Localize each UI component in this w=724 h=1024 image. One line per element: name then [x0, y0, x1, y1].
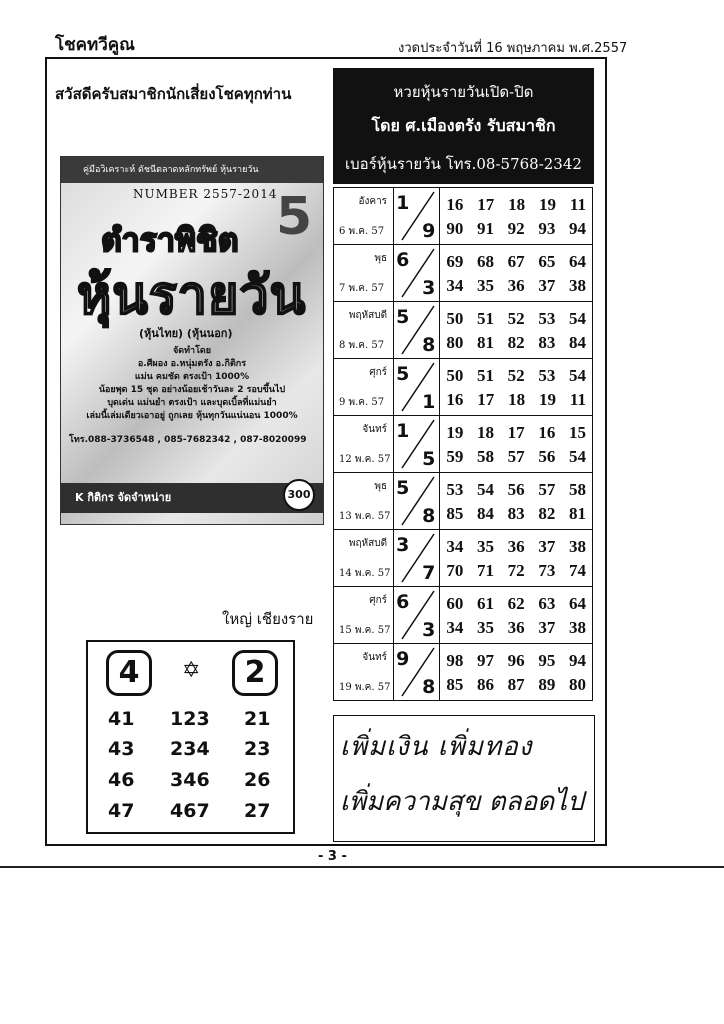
number: 98: [446, 651, 464, 670]
number: 86: [477, 675, 494, 694]
lucky-digit-left: 4: [106, 650, 152, 696]
pair-bottom: 8: [422, 505, 436, 527]
pair-bottom: 3: [422, 277, 436, 299]
slogan-line-1: เพิ่มเงิน เพิ่มทอง: [340, 732, 533, 762]
numbers-cell: [440, 416, 593, 473]
number: 56: [507, 480, 525, 499]
number: 11: [569, 390, 586, 409]
day-cell: [334, 530, 394, 587]
number: 56: [538, 447, 556, 466]
number: 96: [507, 651, 525, 670]
numbers-row-1: [446, 195, 586, 215]
banner-line-2: โดย ศ.เมืองตรัง รับสมาชิก: [371, 116, 556, 135]
date-label: 15 พ.ค. 57: [339, 625, 391, 636]
book-title-2: หุ้นรายวัน: [77, 266, 307, 326]
pair-top: 3: [396, 534, 410, 556]
divider: [0, 866, 724, 868]
table-row: [334, 188, 593, 245]
table-row: [334, 644, 593, 701]
day-name: ศุกร์: [369, 367, 388, 378]
number: 18: [508, 195, 526, 214]
number: 68: [477, 252, 494, 271]
number: 95: [538, 651, 556, 670]
book-cover-ad: [60, 156, 324, 525]
table-row: [334, 587, 593, 644]
number: 91: [477, 219, 494, 238]
author-byline: ใหญ่ เชียงราย: [222, 610, 314, 628]
number: 54: [568, 366, 586, 385]
pair-bottom: 5: [422, 448, 436, 470]
pair-bottom: 1: [422, 391, 436, 413]
number: 19: [446, 423, 464, 442]
lucky-digit-right: 2: [232, 650, 278, 696]
book-line: จัดทำโดย: [172, 346, 212, 356]
pair-bottom: 8: [422, 334, 436, 356]
pair-cell: [394, 644, 440, 701]
number: 37: [538, 618, 556, 637]
number: 59: [446, 447, 464, 466]
day-name: พุธ: [374, 253, 388, 264]
number: 51: [477, 309, 494, 328]
number: 16: [446, 195, 464, 214]
number: 38: [568, 537, 586, 556]
page-number: - 3 -: [318, 849, 347, 864]
numbers-row-2: [446, 219, 586, 239]
lucky-number: 41: [108, 708, 135, 730]
number: 54: [477, 480, 494, 499]
numbers-row-2: [446, 561, 586, 581]
day-name: ศุกร์: [369, 595, 388, 606]
pair-cell: [394, 188, 440, 245]
numbers-row-1: [446, 537, 586, 557]
number: 17: [477, 195, 495, 214]
book-line: อ.ศีผอง อ.หนุ่มตรัง อ.กิติกร: [137, 359, 247, 369]
banner-line-3: เบอร์หุ้นรายวัน โทร.08-5768-2342: [345, 155, 582, 173]
pair-cell: [394, 530, 440, 587]
issue-date: งวดประจำวันที่ 16 พฤษภาคม พ.ศ.2557: [398, 41, 628, 56]
number: 80: [568, 675, 586, 694]
number: 85: [446, 504, 464, 523]
number: 93: [538, 219, 556, 238]
number: 35: [477, 618, 494, 637]
number: 81: [568, 504, 586, 523]
date-label: 13 พ.ค. 57: [339, 511, 391, 522]
numbers-row-1: [446, 480, 586, 500]
pair-bottom: 9: [422, 220, 436, 242]
number: 57: [507, 447, 525, 466]
number: 94: [568, 651, 586, 670]
number: 74: [568, 561, 586, 580]
promo-banner: [333, 68, 594, 184]
star-icon: ✡: [182, 658, 201, 683]
table-row: [334, 473, 593, 530]
lucky-number: 27: [244, 800, 271, 822]
book-number: NUMBER 2557-2014: [133, 187, 278, 201]
number: 19: [539, 195, 557, 214]
book-title-1: ตำราพิชิต: [101, 221, 239, 259]
number: 36: [507, 276, 525, 295]
number: 87: [507, 675, 525, 694]
numbers-cell: [440, 359, 593, 416]
number: 34: [446, 276, 464, 295]
number: 73: [538, 561, 556, 580]
numbers-row-2: [446, 390, 586, 410]
number: 52: [507, 366, 525, 385]
pair-top: 6: [396, 591, 410, 613]
number: 16: [446, 390, 464, 409]
number: 51: [477, 366, 494, 385]
number: 71: [477, 561, 494, 580]
number: 60: [446, 594, 464, 613]
number: 97: [477, 651, 494, 670]
slogan-line-2: เพิ่มความสุข ตลอดไป: [340, 787, 584, 817]
number: 18: [477, 423, 494, 442]
number: 62: [507, 594, 525, 613]
lucky-number: 46: [108, 769, 135, 791]
greeting-text: สวัสดีครับสมาชิกนักเสี่ยงโชคทุกท่าน: [55, 85, 292, 103]
pair-cell: [394, 587, 440, 644]
pair-bottom: 8: [422, 676, 436, 698]
number: 37: [538, 537, 556, 556]
day-cell: [334, 302, 394, 359]
number: 54: [568, 447, 586, 466]
lucky-number: 23: [244, 738, 271, 760]
number: 80: [446, 333, 464, 352]
number: 38: [568, 618, 586, 637]
number: 19: [539, 390, 557, 409]
numbers-cell: [440, 530, 593, 587]
number: 82: [507, 333, 525, 352]
number: 50: [446, 366, 464, 385]
lucky-number: 467: [170, 800, 210, 822]
lucky-number: 346: [170, 769, 210, 791]
pair-top: 5: [396, 306, 410, 328]
book-subtitle: (หุ้นไทย) (หุ้นนอก): [139, 327, 233, 340]
day-cell: [334, 473, 394, 530]
table-row: [334, 245, 593, 302]
number: 67: [507, 252, 525, 271]
book-phones: โทร.088-3736548 , 085-7682342 , 087-8020099: [69, 435, 307, 445]
day-name: จันทร์: [362, 424, 388, 435]
number: 18: [508, 390, 526, 409]
book-top-strip: คู่มือวิเคราะห์ ดัชนีตลาดหลักทรัพย์ หุ้นรายวัน: [61, 157, 323, 183]
number: 82: [538, 504, 556, 523]
number: 15: [568, 423, 586, 442]
banner-line-1: หวยหุ้นรายวันเปิด-ปิด: [393, 83, 534, 101]
book-big-number: 5: [276, 187, 313, 247]
number: 53: [538, 309, 556, 328]
number: 16: [538, 423, 556, 442]
numbers-cell: [440, 587, 593, 644]
number: 63: [538, 594, 556, 613]
number: 11: [569, 195, 586, 214]
pair-top: 5: [396, 363, 410, 385]
number: 85: [446, 675, 464, 694]
book-distributor: K กิติกร จัดจำหน่าย: [61, 483, 323, 513]
day-cell: [334, 188, 394, 245]
number: 34: [446, 618, 464, 637]
date-label: 7 พ.ค. 57: [339, 283, 385, 294]
number: 50: [446, 309, 464, 328]
book-line: แม่น คมชัด ตรงเป้า 1000%: [134, 372, 250, 382]
pair-bottom: 3: [422, 619, 436, 641]
table-row: [334, 359, 593, 416]
number: 81: [477, 333, 494, 352]
number: 53: [538, 366, 556, 385]
lucky-number: 47: [108, 800, 135, 822]
slogan-box: [333, 715, 595, 842]
numbers-row-1: [446, 423, 586, 443]
number: 65: [538, 252, 556, 271]
pair-top: 1: [396, 420, 410, 442]
number: 84: [568, 333, 586, 352]
day-name: พุธ: [374, 481, 388, 492]
number: 64: [568, 594, 586, 613]
number: 36: [507, 618, 525, 637]
numbers-cell: [440, 644, 593, 701]
number: 35: [477, 537, 494, 556]
number: 17: [477, 390, 495, 409]
number: 64: [568, 252, 586, 271]
date-label: 8 พ.ค. 57: [339, 340, 385, 351]
pair-cell: [394, 245, 440, 302]
number: 61: [477, 594, 494, 613]
number: 84: [477, 504, 494, 523]
results-table: [333, 187, 593, 701]
number: 90: [446, 219, 464, 238]
number: 58: [568, 480, 586, 499]
number: 83: [507, 504, 525, 523]
day-name: จันทร์: [362, 652, 388, 663]
number: 53: [446, 480, 464, 499]
table-row: [334, 302, 593, 359]
day-cell: [334, 359, 394, 416]
lucky-number: 26: [244, 769, 271, 791]
numbers-row-1: [446, 309, 586, 329]
pair-cell: [394, 302, 440, 359]
date-label: 6 พ.ค. 57: [339, 226, 385, 237]
numbers-cell: [440, 188, 593, 245]
number: 89: [538, 675, 556, 694]
pair-top: 1: [396, 192, 410, 214]
numbers-cell: [440, 245, 593, 302]
pair-top: 9: [396, 648, 410, 670]
book-line: บุดเด่น แม่นยำ ตรงเป้า และบุดเบิ้ลที่แม่นยำ: [107, 398, 277, 408]
number: 69: [446, 252, 464, 271]
lucky-number-box: [86, 640, 295, 834]
day-name: พฤหัสบดี: [348, 538, 388, 549]
day-cell: [334, 644, 394, 701]
numbers-row-1: [446, 252, 586, 272]
book-description: [67, 345, 317, 423]
numbers-row-2: [446, 276, 586, 296]
numbers-row-2: [446, 675, 586, 695]
publication-title: โชคทวีคูณ: [55, 35, 135, 55]
date-label: 19 พ.ค. 57: [339, 682, 391, 693]
numbers-row-2: [446, 504, 586, 524]
number: 35: [477, 276, 494, 295]
table-row: [334, 416, 593, 473]
number: 34: [446, 537, 464, 556]
number: 36: [507, 537, 525, 556]
date-label: 12 พ.ค. 57: [339, 454, 391, 465]
book-line: น้อยพุด 15 ชุด อย่างน้อยเช้าวันละ 2 รอบขึ้นไป: [98, 385, 286, 395]
day-name: พฤหัสบดี: [348, 310, 388, 321]
number: 94: [568, 219, 586, 238]
number: 52: [507, 309, 525, 328]
numbers-row-2: [446, 447, 586, 467]
number: 58: [477, 447, 494, 466]
lucky-number: 21: [244, 708, 271, 730]
numbers-cell: [440, 302, 593, 359]
day-cell: [334, 416, 394, 473]
pair-top: 5: [396, 477, 410, 499]
pair-cell: [394, 473, 440, 530]
pair-cell: [394, 416, 440, 473]
numbers-row-1: [446, 651, 586, 671]
number: 54: [568, 309, 586, 328]
number: 17: [507, 423, 525, 442]
numbers-row-2: [446, 333, 586, 353]
number: 70: [446, 561, 464, 580]
number: 57: [538, 480, 556, 499]
number: 83: [538, 333, 556, 352]
numbers-row-2: [446, 618, 586, 638]
numbers-row-1: [446, 366, 586, 386]
table-row: [334, 530, 593, 587]
day-name: อังคาร: [358, 196, 388, 207]
pair-top: 6: [396, 249, 410, 271]
date-label: 9 พ.ค. 57: [339, 397, 385, 408]
lucky-number: 43: [108, 738, 135, 760]
numbers-cell: [440, 473, 593, 530]
pair-bottom: 7: [422, 562, 436, 584]
numbers-row-1: [446, 594, 586, 614]
day-cell: [334, 245, 394, 302]
price-badge: 300: [283, 479, 315, 511]
pair-cell: [394, 359, 440, 416]
day-cell: [334, 587, 394, 644]
date-label: 14 พ.ค. 57: [339, 568, 391, 579]
lucky-number: 234: [170, 738, 210, 760]
number: 37: [538, 276, 556, 295]
book-line: เล่มนี้เล่มเดียวเอาอยู่ ถูกเลย หุ้นทุกวันแน่นอน 1000%: [86, 411, 298, 421]
lucky-number: 123: [170, 708, 210, 730]
number: 72: [507, 561, 525, 580]
number: 38: [568, 276, 586, 295]
number: 92: [507, 219, 525, 238]
